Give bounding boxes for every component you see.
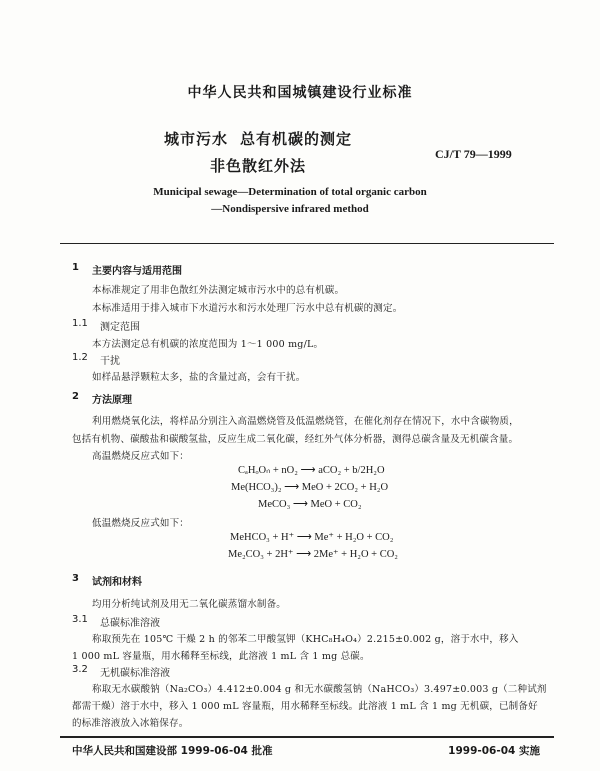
section-1-paragraph: 本标准规定了用非色散红外法测定城市污水中的总有机碳。	[92, 285, 345, 296]
english-title-line1: Municipal sewage—Determination of total organic carbon	[153, 186, 427, 198]
section-1-title: 主要内容与适用范围	[92, 266, 182, 277]
section-3-title: 试剂和材料	[92, 577, 142, 588]
section-3-2-text: 的标准溶液放入冰箱保存。	[72, 718, 189, 729]
title-line1a: 城市污水	[164, 130, 229, 148]
section-3-2-text: 都需干燥）溶于水中，移入 1 000 mL 容量瓶，用水稀释至标线。此溶液 1 mL 含 1 mg 无机碳，已制备好	[72, 701, 538, 712]
equation: Me(HCO₃)₂ ⟶ MeO + 2CO₂ + H₂O	[231, 482, 389, 493]
section-3-1-number: 3.1	[72, 614, 88, 625]
section-2-title: 方法原理	[92, 395, 132, 406]
footer-effective-date: 1999-06-04 实施	[448, 745, 540, 757]
section-2-number: 2	[72, 391, 79, 402]
section-3-2-text: 称取无水碳酸钠（Na₂CO₃）4.412±0.004 g 和无水碳酸氢钠（NaHCO₃）3.497±0.003 g（二种试剂	[92, 684, 547, 695]
title-divider	[60, 243, 554, 244]
section-1-1-number: 1.1	[72, 318, 88, 329]
low-temp-label: 低温燃烧反应式如下：	[92, 518, 190, 529]
section-1-2-title: 干扰	[100, 356, 120, 367]
high-temp-label: 高温燃烧反应式如下：	[92, 451, 190, 462]
title-line1b: 总有机碳的测定	[240, 130, 353, 148]
section-1-paragraph: 本标准适用于排入城市下水道污水和污水处理厂污水中总有机碳的测定。	[92, 303, 403, 314]
section-3-1-title: 总碳标准溶液	[100, 618, 160, 629]
section-1-2-number: 1.2	[72, 352, 88, 363]
section-3-paragraph: 均用分析纯试剂及用无二氧化碳蒸馏水制备。	[92, 599, 287, 610]
section-3-2-number: 3.2	[72, 664, 88, 675]
footer-divider	[60, 736, 554, 738]
equation: MeCO₃ ⟶ MeO + CO₂	[258, 499, 362, 510]
section-3-number: 3	[72, 573, 79, 584]
english-title-line2: —Nondispersive infrared method	[211, 203, 369, 215]
equation: CₐHₒOₙ + nO₂ ⟶ aCO₂ + b/2H₂O	[238, 465, 385, 476]
section-3-1-text: 1 000 mL 容量瓶，用水稀释至标线，此溶液 1 mL 含 1 mg 总碳。	[72, 651, 370, 662]
section-2-paragraph: 包括有机物、碳酸盐和碳酸氢盐，反应生成二氧化碳，经红外气体分析器，测得总碳含量及无机碳含量。	[72, 434, 519, 445]
section-1-1-text: 本方法测定总有机碳的浓度范围为 1～1 000 mg/L。	[92, 339, 324, 350]
equation: MeHCO₃ + H⁺ ⟶ Me⁺ + H₂O + CO₂	[230, 532, 394, 543]
standard-header: 中华人民共和国城镇建设行业标准	[187, 85, 413, 101]
equation: Me₂CO₃ + 2H⁺ ⟶ 2Me⁺ + H₂O + CO₂	[228, 549, 398, 560]
footer-approval: 中华人民共和国建设部 1999-06-04 批准	[72, 745, 273, 757]
title-line2: 非色散红外法	[210, 157, 307, 175]
section-1-1-title: 测定范围	[100, 322, 140, 333]
standard-code: CJ/T 79—1999	[435, 147, 512, 161]
section-1-number: 1	[72, 262, 79, 273]
section-1-2-text: 如样品悬浮颗粒太多，盐的含量过高，会有干扰。	[92, 372, 306, 383]
section-3-2-title: 无机碳标准溶液	[100, 668, 170, 679]
section-3-1-text: 称取预先在 105℃ 干燥 2 h 的邻苯二甲酸氢钾（KHC₈H₄O₄）2.215±0.002 g，溶于水中，移入	[92, 634, 519, 645]
section-2-paragraph: 利用燃烧氧化法，将样品分别注入高温燃烧管及低温燃烧管，在催化剂存在情况下，水中含碳物质，	[92, 416, 519, 427]
